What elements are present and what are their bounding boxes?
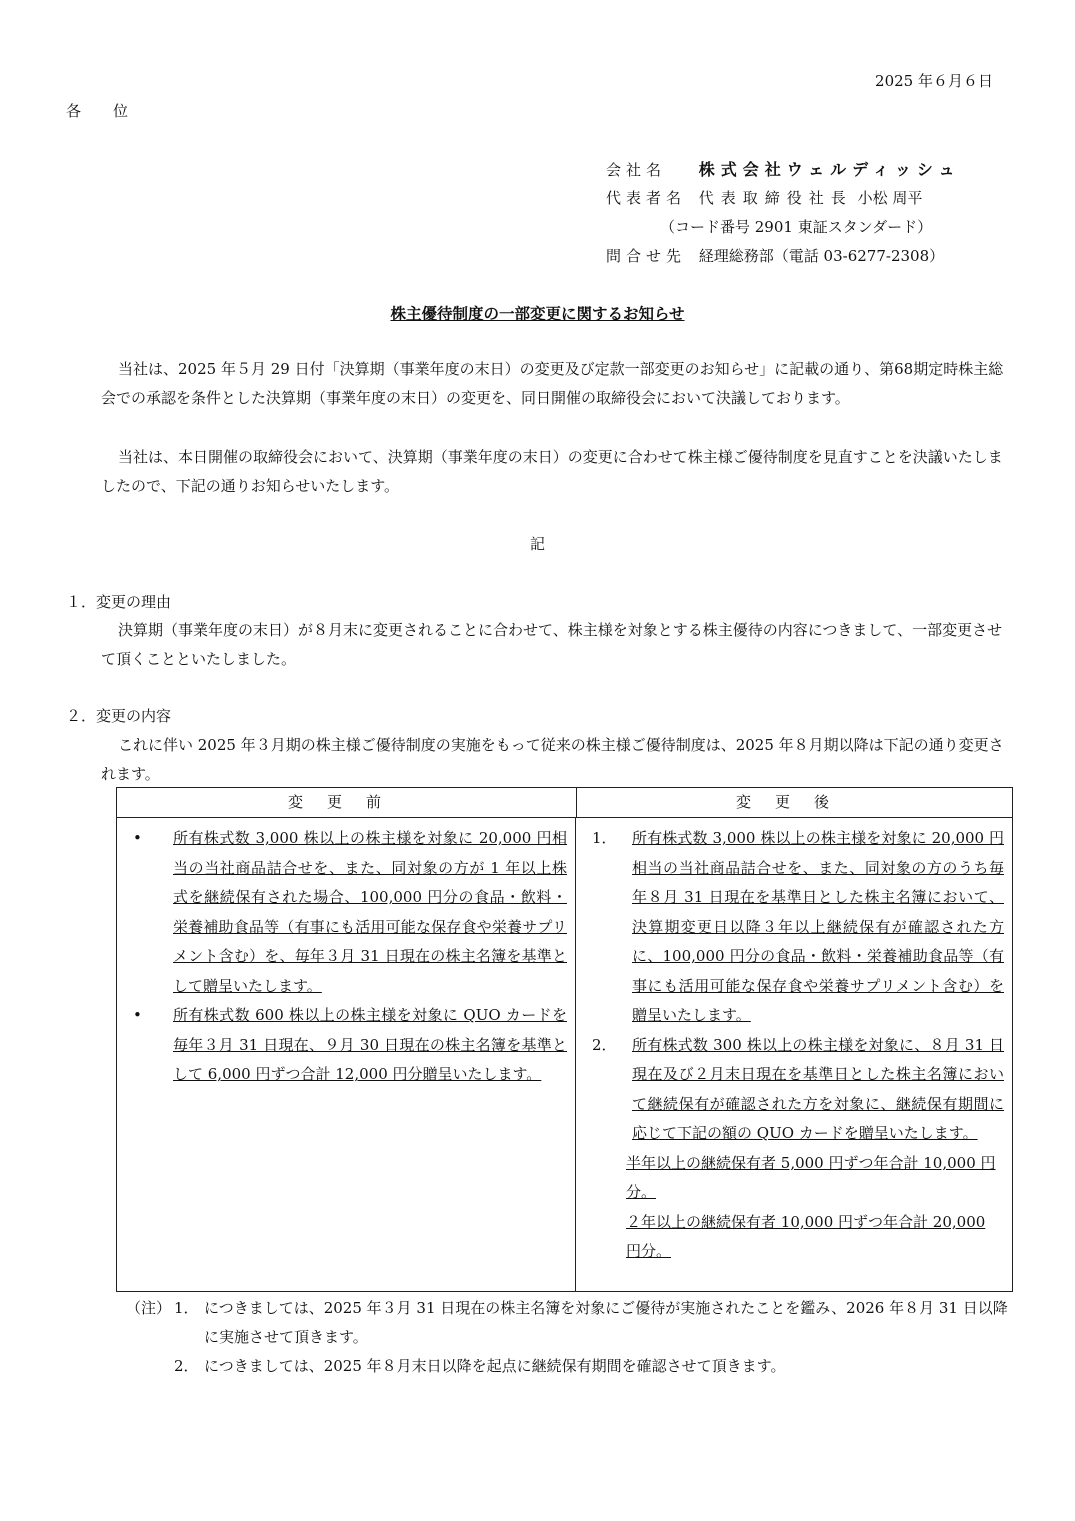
after-sub-item: ２年以上の継続保有者 10,000 円ずつ年合計 20,000 円分。 bbox=[626, 1212, 986, 1260]
note-item bbox=[126, 1352, 1014, 1381]
after-item bbox=[586, 824, 1004, 1031]
representative-row bbox=[606, 184, 961, 213]
header-before: 変更前 bbox=[117, 788, 577, 817]
number-marker: 2． bbox=[592, 1035, 617, 1054]
before-column bbox=[117, 818, 576, 1291]
section-1-body: 決算期（事業年度の末日）が８月末に変更されることに合わせて、株主様を対象とする株主優待の内容につきまして、一部変更させて頂くことといたしました。 bbox=[101, 621, 1003, 668]
bullet-marker: • bbox=[133, 1006, 142, 1024]
representative-title: 代表取締役社長 bbox=[698, 189, 853, 207]
note-label: （注） bbox=[126, 1299, 172, 1317]
section-2-heading: ２．変更の内容 bbox=[66, 707, 172, 725]
company-name-row bbox=[606, 155, 961, 184]
section-1-heading: １．変更の理由 bbox=[66, 593, 172, 611]
addressee: 各位 bbox=[66, 102, 161, 120]
intro-paragraph-2: 当社は、本日開催の取締役会において、決算期（事業年度の末日）の変更に合わせて株主様ご優待制度を見直すことを決議いたしましたので、下記の通りお知らせいたします。 bbox=[101, 448, 1003, 495]
note-number: 1． bbox=[174, 1299, 199, 1317]
company-name-label: 会社名 bbox=[606, 161, 667, 179]
after-item-text: 所有株式数 300 株以上の株主様を対象に、８月 31 日現在及び２月末日現在を基準日とした株主名簿において継続保有が確認された方を対象に、継続保有期間に応じて下記の額の QUO カードを贈呈いたします。 bbox=[632, 1035, 1004, 1142]
bullet-marker: • bbox=[133, 829, 142, 847]
note-number: 2． bbox=[174, 1357, 199, 1375]
before-item bbox=[127, 824, 567, 1001]
document-date: 2025 年６月６日 bbox=[875, 72, 993, 90]
company-name: 株式会社ウェルディッシュ bbox=[698, 160, 961, 179]
stock-code: （コード番号 2901 東証スタンダード） bbox=[660, 218, 933, 236]
ki-marker: 記 bbox=[529, 535, 545, 553]
before-item bbox=[127, 1001, 567, 1090]
representative-label: 代表者名 bbox=[606, 189, 687, 207]
intro-paragraph-1: 当社は、2025 年５月 29 日付「決算期（事業年度の末日）の変更及び定款一部変更のお知らせ」に記載の通り、第68期定時株主総会での承認を条件とした決算期（事業年度の末日）の変更を、同日開催の取締役会において決議しております。 bbox=[101, 360, 1004, 407]
note-text: につきましては、2025 年８月末日以降を起点に継続保有期間を確認させて頂きます。 bbox=[204, 1357, 786, 1375]
table-body-row bbox=[117, 818, 1012, 1291]
before-item-text: 所有株式数 3,000 株以上の株主様を対象に 20,000 円相当の当社商品詰合せを、また、同対象の方が 1 年以上株式を継続保有された場合、100,000 円分の食品・飲料・栄養補助食品等（有事にも活用可能な保存食や栄養サプリメント含む）を、毎年３月 31 日現在の株主名簿を基準として贈呈いたします。 bbox=[173, 829, 567, 995]
header-after: 変更後 bbox=[735, 793, 853, 811]
number-marker: 1． bbox=[592, 829, 617, 847]
note-text: につきましては、2025 年３月 31 日現在の株主名簿を対象にご優待が実施されたことを鑑み、2026 年８月 31 日以降に実施させて頂きます。 bbox=[204, 1299, 1008, 1346]
after-item bbox=[586, 1031, 1004, 1149]
notes bbox=[126, 1294, 1014, 1381]
representative-name: 小松 周平 bbox=[857, 189, 923, 207]
note-item bbox=[126, 1294, 1014, 1352]
document-title: 株主優待制度の一部変更に関するお知らせ bbox=[390, 304, 685, 323]
section-2-body: これに伴い 2025 年３月期の株主様ご優待制度の実施をもって従来の株主様ご優待制度は、2025 年８月期以降は下記の通り変更されます。 bbox=[101, 736, 1004, 783]
contact-label: 問合せ先 bbox=[606, 247, 687, 265]
contact-info: 経理総務部（電話 03-6277-2308） bbox=[698, 247, 945, 265]
after-column bbox=[576, 818, 1012, 1291]
contact-row bbox=[606, 242, 961, 271]
after-sub-item: 半年以上の継続保有者 5,000 円ずつ年合計 10,000 円分。 bbox=[626, 1153, 996, 1201]
after-item-text: 所有株式数 3,000 株以上の株主様を対象に 20,000 円相当の当社商品詰合せを、また、同対象の方のうち毎年８月 31 日現在を基準日とした株主名簿において、決算期変更日以降３年以上継続保有が確認された方に、100,000 円分の食品・飲料・栄養補助食品等（有事にも活用可能な保存食や栄養サプリメント含む）を贈呈いたします。 bbox=[632, 829, 1004, 1024]
company-info bbox=[606, 155, 961, 271]
before-item-text: 所有株式数 600 株以上の株主様を対象に QUO カードを毎年３月 31 日現在、９月 30 日現在の株主名簿を基準として 6,000 円ずつ合計 12,000 円分贈呈いたします。 bbox=[173, 1006, 567, 1083]
table-header-row bbox=[117, 788, 1012, 818]
comparison-table bbox=[116, 787, 1013, 1292]
